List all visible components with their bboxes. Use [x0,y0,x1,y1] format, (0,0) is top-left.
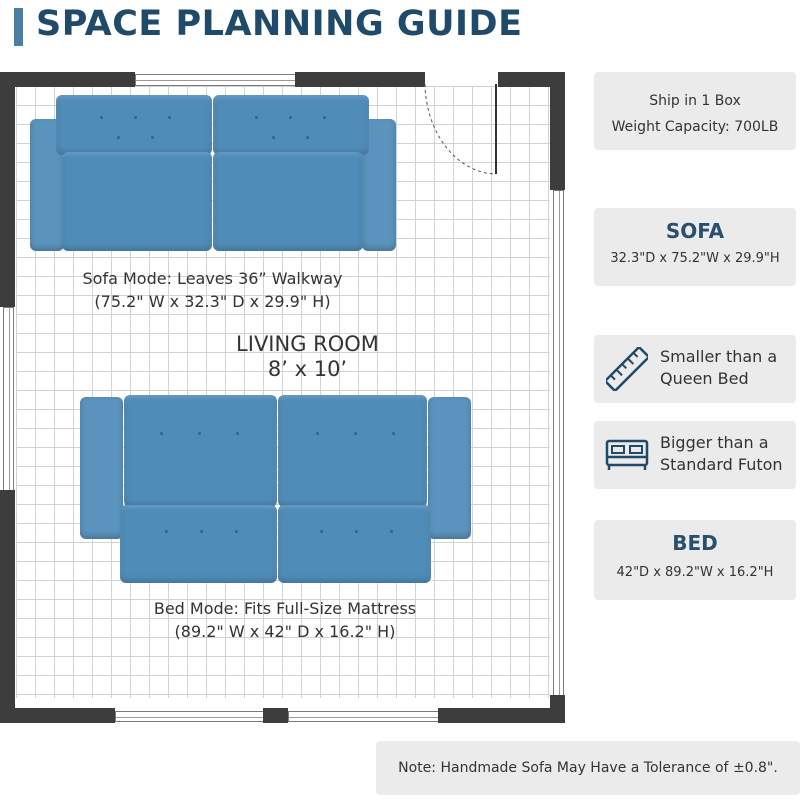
bed-icon [604,437,650,473]
tolerance-note: Note: Handmade Sofa May Have a Tolerance of ±0.8". [376,741,800,795]
tuft-button [320,530,323,533]
weight-capacity-text: Weight Capacity: 700LB [611,119,779,135]
card-futon-comparison [594,421,796,489]
tuft-button [198,432,201,435]
tuft-button [354,432,357,435]
sofa-mode-label [40,267,385,313]
card-shipping [594,72,796,150]
window-right [553,190,564,697]
futon-line2: Standard Futon [660,455,783,474]
wall-top-left [0,72,135,87]
tuft-button [272,136,275,139]
tuft-button [323,116,326,119]
room-size: 8’ x 10’ [267,357,348,381]
wall-left-upper [0,72,15,307]
wall-bottom-mid [263,708,288,723]
tuft-button [168,116,171,119]
tuft-button [235,530,238,533]
tuft-button [392,432,395,435]
bed-seat-cushion-right [278,505,431,583]
card-queen-comparison [594,335,796,403]
bed-heading: BED [672,531,718,555]
wall-right-upper [550,72,565,190]
shipping-text: Ship in 1 Box [649,93,741,109]
card-bed-dimensions [594,520,796,600]
title-accent-bar [14,8,23,46]
sofa-seat-cushion-right [213,152,363,251]
room-name: LIVING ROOM [236,332,379,356]
bed-mode-title: Bed Mode: Fits Full-Size Mattress [153,599,417,618]
sofa-seat-cushion-left [62,152,212,251]
tuft-button [134,116,137,119]
wall-bottom-right [438,708,565,723]
wall-bottom-left [0,708,115,723]
tuft-button [316,432,319,435]
page-title: SPACE PLANNING GUIDE [36,4,523,44]
tuft-button [255,116,258,119]
sofa-heading: SOFA [665,219,725,243]
ruler-icon [606,347,648,391]
tuft-button [117,136,120,139]
door-swing-icon [420,78,502,180]
tuft-button [165,530,168,533]
tuft-button [200,530,203,533]
tuft-button [306,136,309,139]
tuft-button [355,530,358,533]
window-top [135,74,297,86]
bed-seat-cushion-left [120,505,277,583]
sofa-mode-title: Sofa Mode: Leaves 36” Walkway [82,269,343,288]
bed-dims-text: 42"D x 89.2"W x 16.2"H [616,565,774,580]
sofa-dims-text: 32.3"D x 75.2"W x 29.9"H [610,251,780,266]
bed-left-arm [80,397,123,539]
bed-mode-label [120,597,450,643]
sofa-back-cushion-left [56,95,212,155]
tuft-button [390,530,393,533]
tuft-button [100,116,103,119]
bed-right-arm [428,397,471,539]
window-left [3,307,14,492]
wall-top-mid [295,72,425,87]
card-sofa-dimensions [594,208,796,286]
window-bottom-right [288,711,440,722]
tuft-button [160,432,163,435]
tuft-button [151,136,154,139]
bed-mode-dims: (89.2" W x 42" D x 16.2" H) [174,622,396,641]
bed-back-cushion-left [124,395,277,507]
wall-left-lower [0,490,15,722]
queen-line2: Queen Bed [660,369,749,388]
tuft-button [236,432,239,435]
tuft-button [289,116,292,119]
futon-line1: Bigger than a [660,433,769,452]
queen-line1: Smaller than a [660,347,778,366]
sofa-mode-dims: (75.2" W x 32.3" D x 29.9" H) [94,292,331,311]
bed-back-cushion-right [278,395,427,507]
window-bottom-left [115,711,265,722]
room-label [210,332,405,382]
sofa-back-cushion-right [213,95,369,155]
